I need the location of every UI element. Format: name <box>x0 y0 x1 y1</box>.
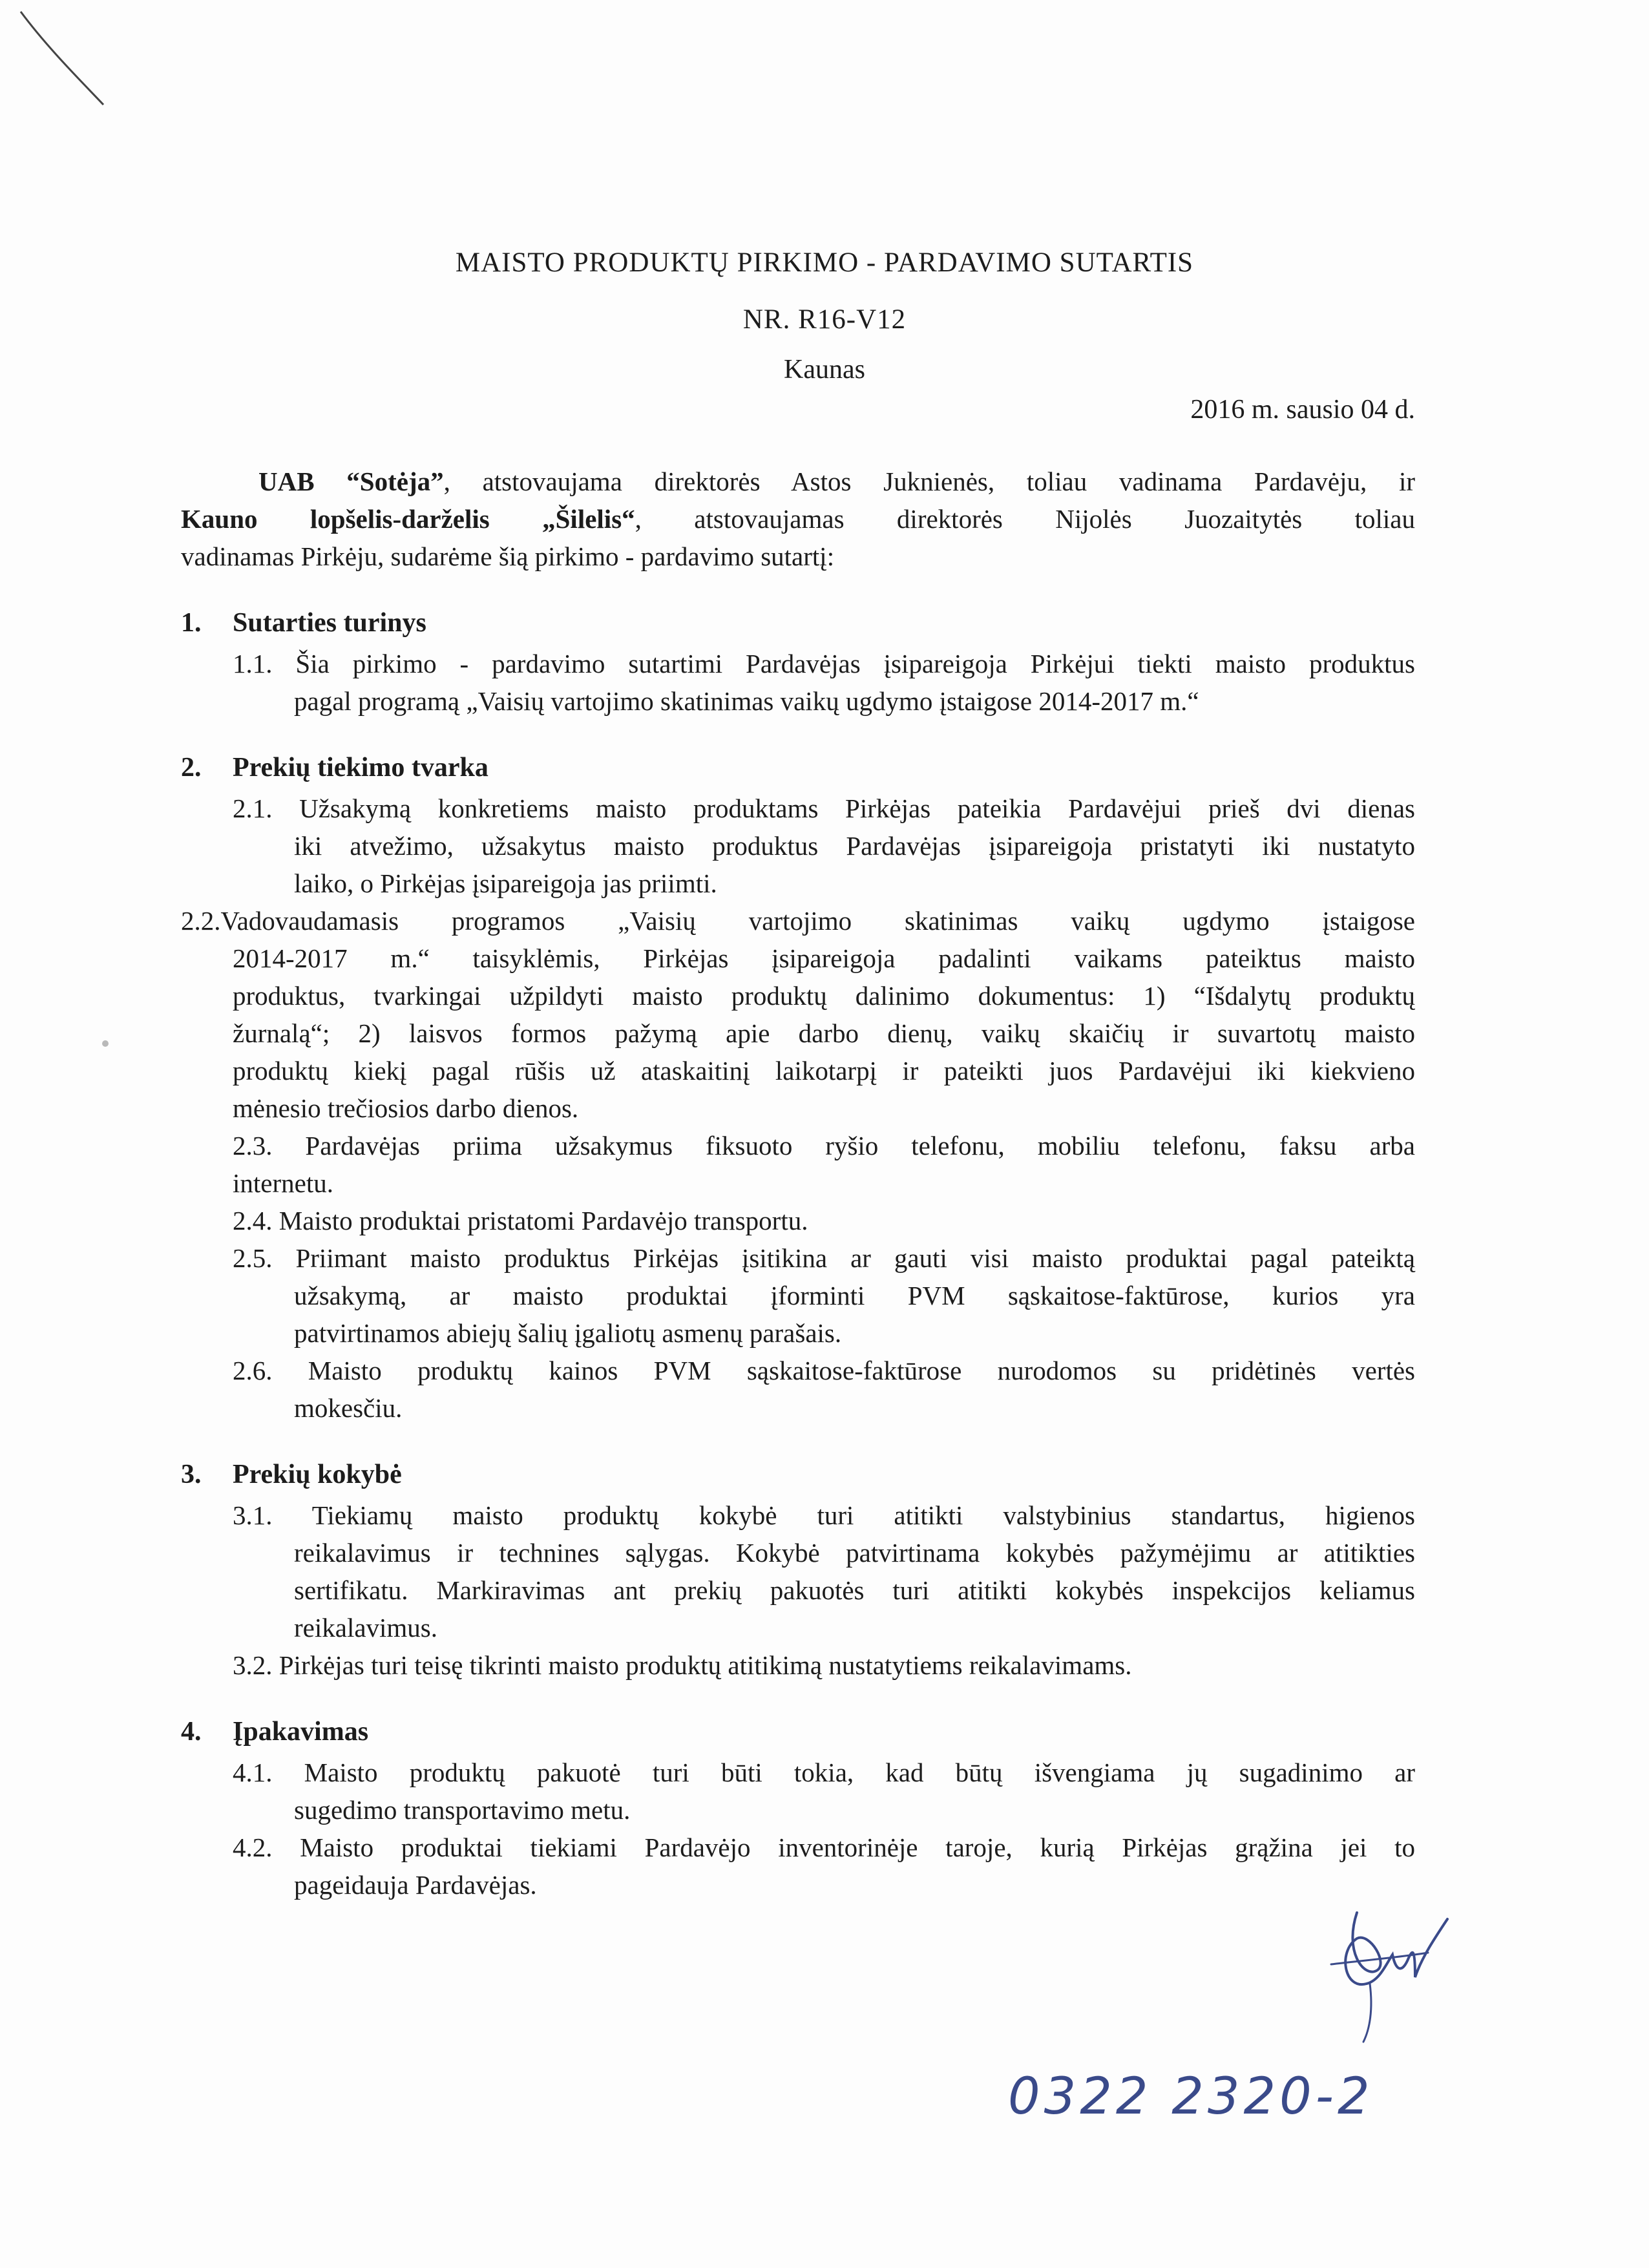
contract-number: NR. R16-V12 <box>742 304 907 335</box>
buyer-name: Kauno lopšelis-darželis „Šilelis“ <box>181 504 635 534</box>
section-1-heading <box>181 607 426 638</box>
scan-speck <box>102 1040 109 1047</box>
section-line: pageidauja Pardavėjas. <box>294 1870 537 1900</box>
section-line: žurnalą“; 2) laisvos formos pažymą apie darbo dienų, vaikų skaičių ir suvartotų maisto <box>233 1018 1415 1048</box>
section-line: mėnesio trečiosios darbo dienos. <box>233 1093 579 1123</box>
parties-line-3: vadinamas Pirkėju, sudarėme šią pirkimo - pardavimo sutartį: <box>181 541 835 571</box>
section-line: laiko, o Pirkėjas įsipareigoja jas priimti. <box>294 868 717 898</box>
section-line: 1.1. Šia pirkimo - pardavimo sutartimi Pardavėjas įsipareigoja Pirkėjui tiekti maisto produktus <box>233 649 1415 678</box>
parties-line-2 <box>181 500 1415 538</box>
section-line: sugedimo transportavimo metu. <box>294 1795 631 1825</box>
section-line: 2.3. Pardavėjas priima užsakymus fiksuoto ryšio telefonu, mobiliu telefonu, faksu arba <box>233 1131 1415 1160</box>
section-line: 2014-2017 m.“ taisyklėmis, Pirkėjas įsipareigoja padalinti vaikams pateiktus maisto <box>233 943 1415 973</box>
section-title: Įpakavimas <box>233 1717 369 1747</box>
section-line: produktus, tvarkingai užpildyti maisto produktų dalinimo dokumentus: 1) “Išdalytų produktų <box>233 981 1415 1011</box>
parties-line-2-text: , atstovaujamas direktorės Nijolės Juozaitytės toliau <box>635 504 1415 534</box>
document-title: MAISTO PRODUKTŲ PIRKIMO - PARDAVIMO SUTARTIS <box>455 247 1194 278</box>
section-line: 2.6. Maisto produktų kainos PVM sąskaitose-faktūrose nurodomos su pridėtinės vertės <box>233 1356 1415 1385</box>
signature <box>1318 1893 1460 2048</box>
section-line: produktų kiekį pagal rūšis už ataskaitinį laikotarpį ir pateikti juos Pardavėjui iki kiekvieno <box>233 1056 1415 1086</box>
section-title: Prekių tiekimo tvarka <box>233 753 488 782</box>
section-2-heading <box>181 752 488 783</box>
section-line: pagal programą „Vaisių vartojimo skatinimas vaikų ugdymo įstaigose 2014-2017 m.“ <box>294 686 1199 716</box>
section-line: iki atvežimo, užsakytus maisto produktus Pardavėjas įsipareigoja pristatyti iki nustatyto <box>294 831 1415 861</box>
section-number: 1. <box>181 608 202 638</box>
contract-city: Kaunas <box>784 355 865 384</box>
section-line: 4.1. Maisto produktų pakuotė turi būti tokia, kad būtų išvengiama jų sugadinimo ar <box>233 1758 1415 1787</box>
section-number: 2. <box>181 753 202 782</box>
section-line: 3.2. Pirkėjas turi teisę tikrinti maisto produktų atitikimą nustatytiems reikalavimams. <box>233 1650 1132 1680</box>
section-line: internetu. <box>233 1168 333 1198</box>
section-title: Sutarties turinys <box>233 608 426 638</box>
seller-name: UAB “Sotėja” <box>258 467 444 496</box>
contract-date: 2016 m. sausio 04 d. <box>1190 395 1415 425</box>
section-line: 4.2. Maisto produktai tiekiami Pardavėjo inventorinėje taroje, kurią Pirkėjas grąžina jei to <box>233 1832 1415 1862</box>
section-title: Prekių kokybė <box>233 1460 402 1489</box>
corner-pen-stroke <box>14 8 118 111</box>
section-line: reikalavimus. <box>294 1613 438 1643</box>
section-line: mokesčiu. <box>294 1393 403 1423</box>
parties-line-1-text: , atstovaujama direktorės Astos Juknienės, toliau vadinama Pardavėju, ir <box>443 467 1415 496</box>
section-line: 2.1. Užsakymą konkretiems maisto produktams Pirkėjas pateikia Pardavėjui prieš dvi dienas <box>233 793 1415 823</box>
section-line: 3.1. Tiekiamų maisto produktų kokybė turi atitikti valstybinius standartus, higienos <box>233 1500 1415 1530</box>
section-4-heading <box>181 1716 368 1747</box>
section-3-heading <box>181 1459 402 1490</box>
section-line: patvirtinamos abiejų šalių įgaliotų asmenų parašais. <box>294 1318 842 1348</box>
parties-line-1 <box>258 463 1415 500</box>
section-number: 4. <box>181 1717 202 1747</box>
section-line: užsakymą, ar maisto produktai įforminti PVM sąskaitose-faktūrose, kurios yra <box>294 1281 1415 1310</box>
section-line: 2.4. Maisto produktai pristatomi Pardavėjo transportu. <box>233 1206 808 1235</box>
handwritten-registration-number: 0322 2320-2 <box>1008 2068 1374 2126</box>
section-line: sertifikatu. Markiravimas ant prekių pakuotės turi atitikti kokybės inspekcijos keliamus <box>294 1575 1415 1605</box>
section-line: 2.5. Priimant maisto produktus Pirkėjas įsitikina ar gauti visi maisto produktai pagal pateiktą <box>233 1243 1415 1273</box>
section-line: reikalavimus ir technines sąlygas. Kokybė patvirtinama kokybės pažymėjimu ar atitikties <box>294 1538 1415 1568</box>
section-number: 3. <box>181 1460 202 1489</box>
section-line: 2.2.Vadovaudamasis programos „Vaisių vartojimo skatinimas vaikų ugdymo įstaigose <box>181 906 1415 936</box>
